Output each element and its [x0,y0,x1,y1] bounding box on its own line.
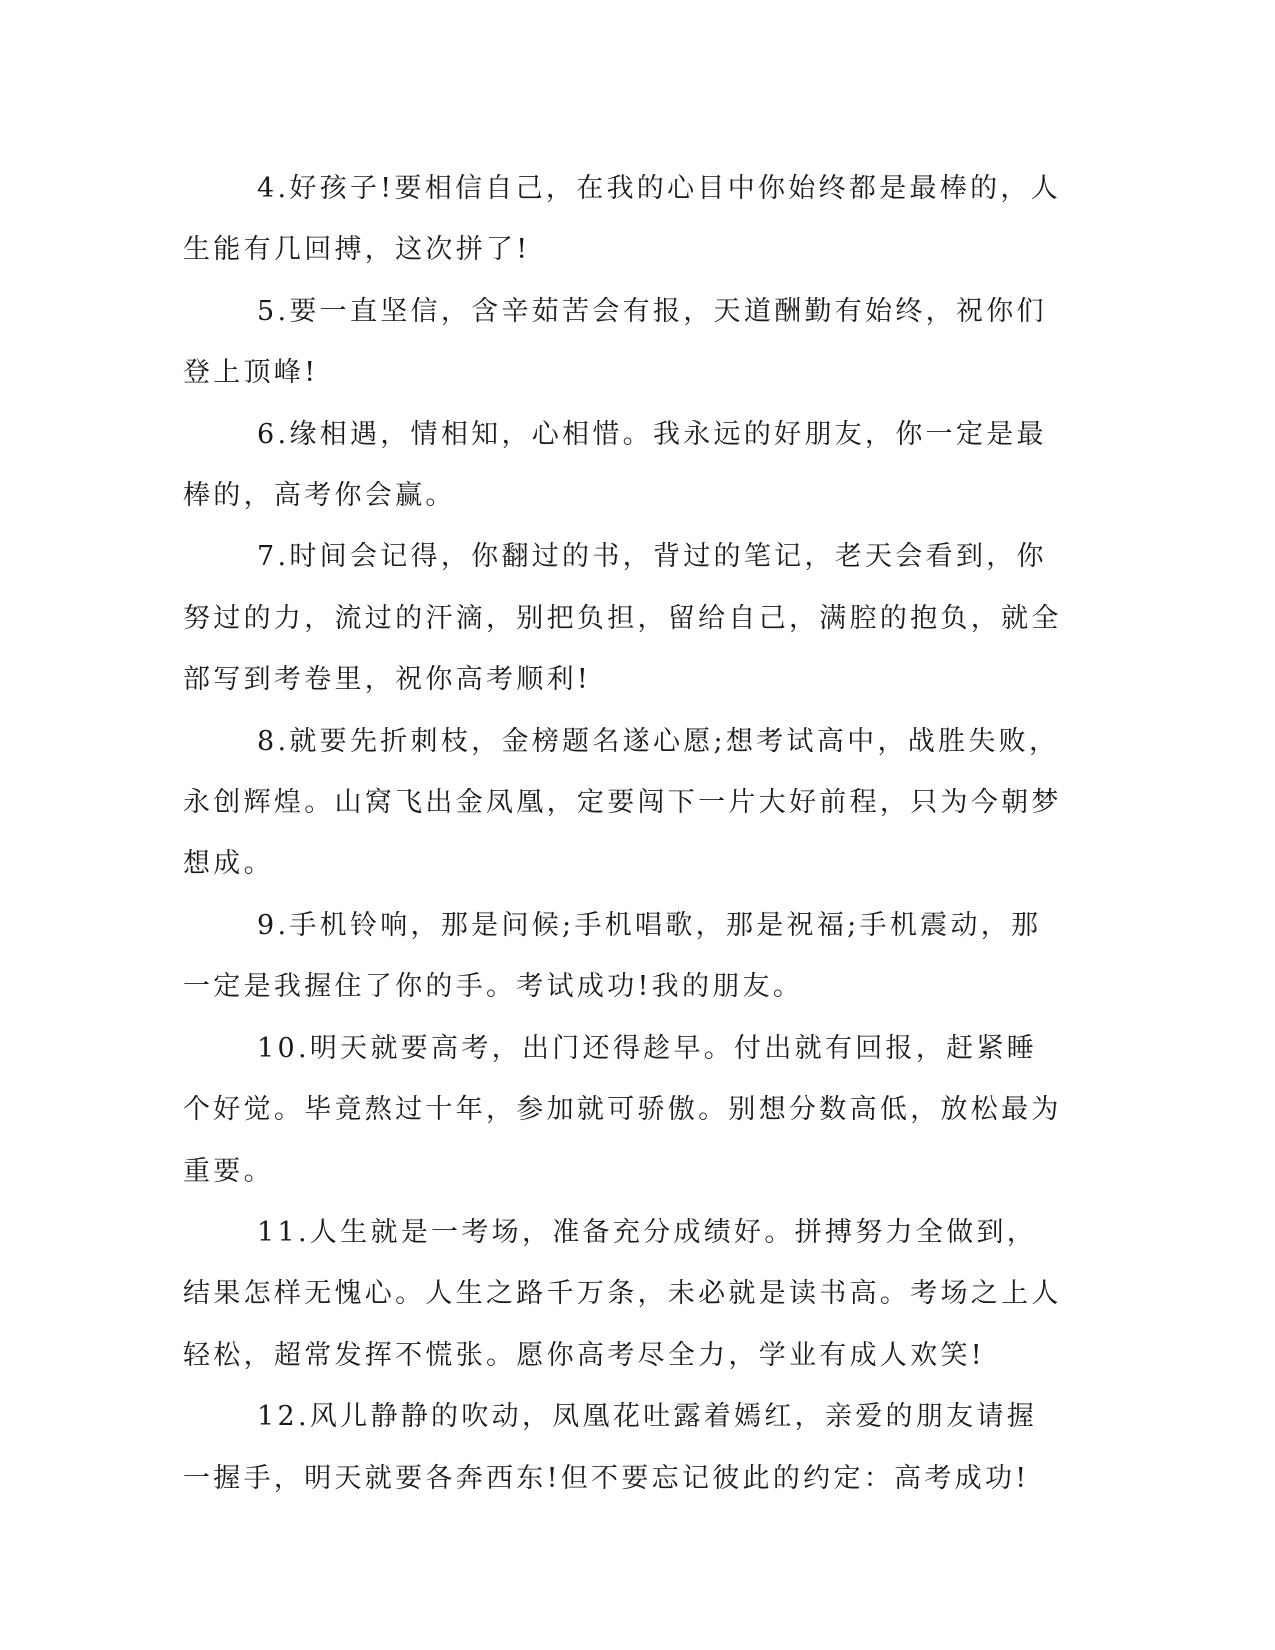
paragraph-8: 8.就要先折刺枝，金榜题名遂心愿;想考试高中，战胜失败，永创辉煌。山窝飞出金凤凰，定要闯下一片大好前程，只为今朝梦想成。 [183,725,1062,880]
paragraph-9: 9.手机铃响，那是问候;手机唱歌，那是祝福;手机震动，那一定是我握住了你的手。考试成功!我的朋友。 [183,909,1042,1003]
paragraph-6: 6.缘相遇，情相知，心相惜。我永远的好朋友，你一定是最棒的，高考你会赢。 [183,418,1047,512]
document-body [183,158,1063,1509]
paragraph-11: 11.人生就是一考场，准备充分成绩好。拼搏努力全做到，结果怎样无愧心。人生之路千万条，未必就是读书高。考场之上人轻松，超常发挥不慌张。愿你高考尽全力，学业有成人欢笑! [183,1216,1062,1371]
paragraph-4: 4.好孩子!要相信自己，在我的心目中你始终都是最棒的，人生能有几回搏，这次拼了! [183,173,1062,266]
paragraph-7: 7.时间会记得，你翻过的书，背过的笔记，老天会看到，你努过的力，流过的汗滴，别把负担，留给自己，满腔的抱负，就全部写到考卷里，祝你高考顺利! [183,541,1062,696]
paragraph-5: 5.要一直坚信，含辛茹苦会有报，天道酬勤有始终，祝你们登上顶峰! [183,295,1047,389]
paragraph-12: 12.风儿静静的吹动，凤凰花吐露着嫣红，亲爱的朋友请握一握手，明天就要各奔西东!但不要忘记彼此的约定：高考成功! [183,1401,1038,1494]
paragraph-10: 10.明天就要高考，出门还得趁早。付出就有回报，赶紧睡个好觉。毕竟熬过十年，参加就可骄傲。别想分数高低，放松最为重要。 [183,1032,1062,1187]
